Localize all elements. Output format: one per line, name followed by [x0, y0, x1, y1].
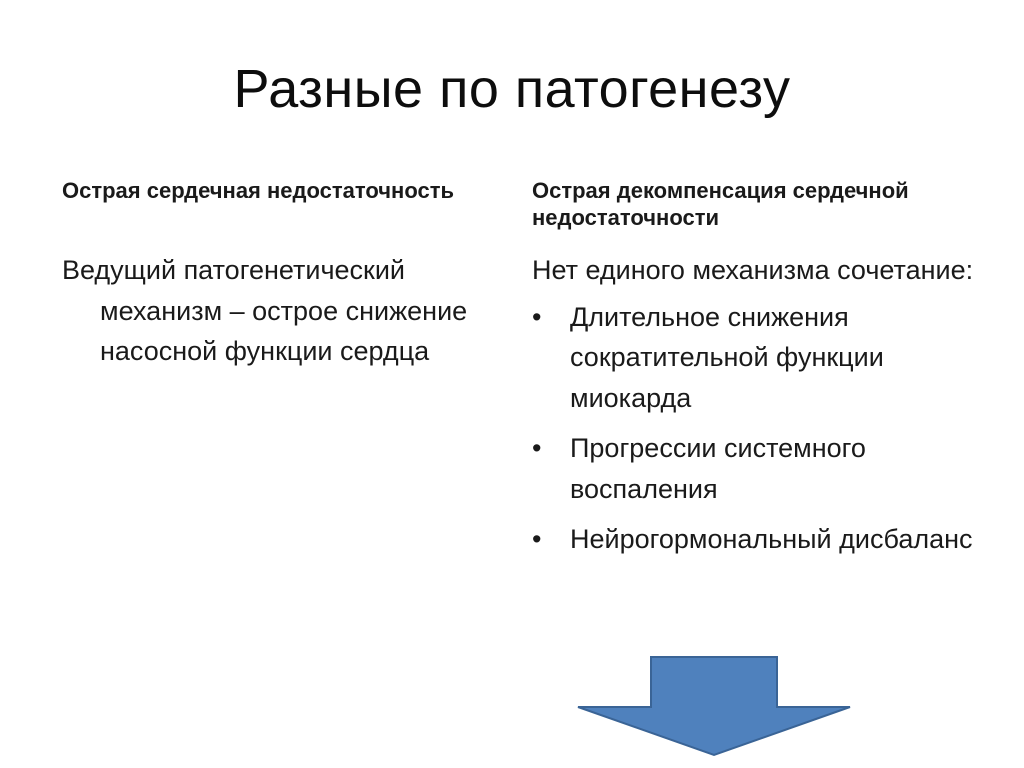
bullet-marker: •: [532, 524, 542, 554]
bullet-marker: •: [532, 433, 542, 463]
left-column-heading: Острая сердечная недостаточность: [62, 178, 455, 203]
right-column-body: [532, 250, 982, 570]
list-item: [532, 519, 982, 560]
list-item-text: Прогрессии системного воспаления: [570, 433, 866, 504]
left-column-body: [62, 250, 502, 372]
right-column-heading: Острая декомпенсация сердечной недостаточности: [532, 178, 909, 230]
list-item: [532, 428, 982, 509]
slide-title: Разные по патогенезу: [233, 59, 791, 119]
arrow-shape: [578, 657, 850, 755]
down-arrow-icon: [576, 655, 852, 757]
right-column-intro: Нет единого механизма сочетание:: [532, 255, 974, 285]
bullet-list: [532, 297, 982, 560]
list-item-text: Длительное снижения сократительной функции миокарда: [570, 301, 884, 413]
bullet-marker: •: [532, 301, 542, 332]
left-column-text: Ведущий патогенетический механизм – острое снижение насосной функции сердца: [62, 255, 468, 366]
list-item-text: Нейрогормональный дисбаланс: [570, 524, 973, 554]
list-item: [532, 297, 982, 419]
